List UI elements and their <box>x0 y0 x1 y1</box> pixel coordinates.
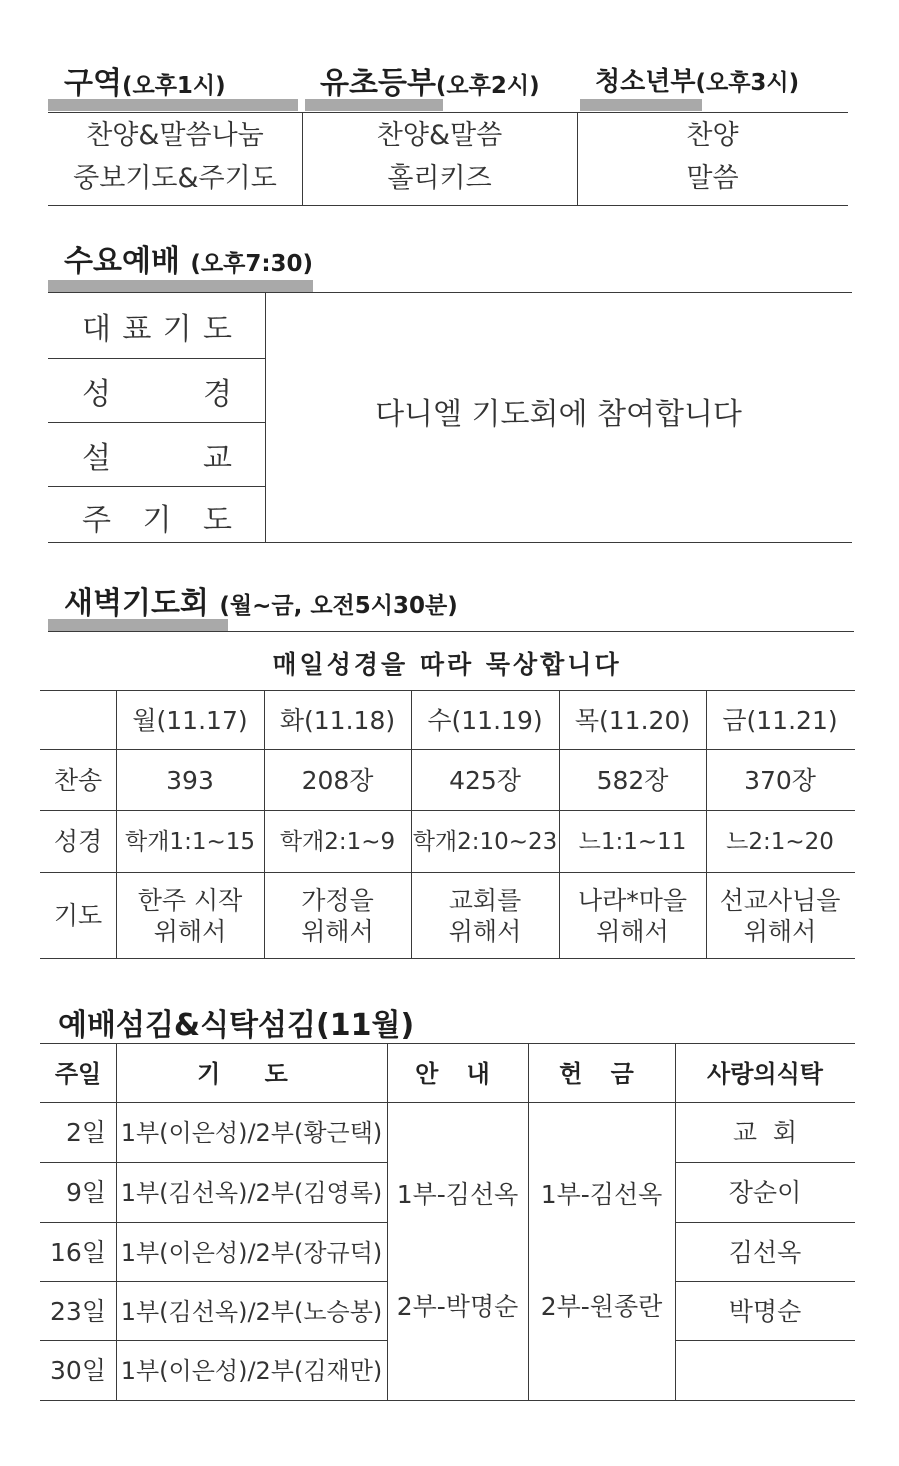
label-lords-prayer: 주 기 도 <box>82 503 232 538</box>
row-label-scripture: 성경 <box>53 827 103 857</box>
label-sermon: 설 교 <box>82 441 232 476</box>
prayer-assignment: 1부(김선옥)/2부(김영록) <box>120 1179 383 1207</box>
divider <box>40 958 855 959</box>
prayer-assignment: 1부(이은성)/2부(김재만) <box>120 1357 383 1385</box>
group-1-item-1: 찬양&말씀나눔 <box>86 120 264 152</box>
divider <box>675 1162 855 1163</box>
day-header-wed: 수(11.19) <box>427 705 543 735</box>
scripture-cell: 학개2:1~9 <box>279 828 396 855</box>
group-3-item-1: 찬양 <box>686 120 739 152</box>
group-header-2: 유초등부(오후2시) <box>320 66 540 101</box>
divider <box>40 1281 388 1282</box>
divider <box>48 486 265 487</box>
divider <box>48 542 852 543</box>
dawn-title: 새벽기도회 (월~금, 오전5시30분) <box>64 586 458 621</box>
day-header-tue: 화(11.18) <box>279 705 396 735</box>
scripture-cell: 느1:1~11 <box>578 828 687 855</box>
prayer-line: 가정을 <box>301 885 374 915</box>
hymn-cell: 370장 <box>744 765 816 795</box>
header-prayer: 기 도 <box>197 1059 306 1088</box>
day-header-thu: 목(11.20) <box>574 705 691 735</box>
hymn-cell: 208장 <box>301 765 374 795</box>
divider <box>40 690 855 691</box>
hymn-cell: 425장 <box>449 765 521 795</box>
divider <box>40 1222 388 1223</box>
divider <box>40 1400 855 1401</box>
prayer-line: 위해서 <box>743 917 817 946</box>
love-table-cell: 교 회 <box>732 1118 798 1148</box>
highlight-bar <box>580 99 702 111</box>
hymn-cell: 582장 <box>596 765 669 795</box>
divider <box>40 872 855 873</box>
wednesday-note: 다니엘 기도회에 참여합니다 <box>375 397 742 433</box>
divider <box>48 422 265 423</box>
prayer-cell <box>411 874 559 958</box>
row-label-hymn: 찬송 <box>53 765 103 795</box>
header-guide: 안 내 <box>415 1059 500 1088</box>
divider <box>48 292 852 293</box>
scripture-cell: 학개1:1~15 <box>125 828 255 855</box>
prayer-assignment: 1부(김선옥)/2부(노승봉) <box>120 1297 383 1326</box>
day-header-fri: 금(11.21) <box>722 705 838 735</box>
guide-second: 2부-박명순 <box>396 1292 519 1322</box>
date-cell: 9일 <box>65 1178 106 1208</box>
love-table-cell <box>675 1342 855 1400</box>
date-cell: 30일 <box>50 1356 106 1386</box>
prayer-line: 한주 시작 <box>137 885 243 915</box>
header-love-table: 사랑의식탁 <box>707 1059 823 1088</box>
divider <box>40 1102 855 1103</box>
divider <box>48 205 848 206</box>
offering-second: 2부-원종란 <box>540 1292 663 1322</box>
prayer-line: 교회를 <box>448 885 522 915</box>
prayer-line: 위해서 <box>596 917 669 946</box>
group-2-item-2: 홀리키즈 <box>387 163 492 195</box>
prayer-line: 위해서 <box>448 917 522 946</box>
divider <box>675 1222 855 1223</box>
row-label-prayer: 기도 <box>53 901 103 931</box>
prayer-assignment: 1부(이은성)/2부(황근택) <box>120 1119 383 1147</box>
group-1-item-2: 중보기도&주기도 <box>73 163 277 195</box>
divider <box>675 1281 855 1282</box>
prayer-line: 위해서 <box>301 917 374 946</box>
divider <box>675 1340 855 1341</box>
prayer-cell <box>559 874 706 958</box>
love-table-cell: 김선옥 <box>728 1237 802 1267</box>
header-sunday: 주일 <box>54 1059 102 1088</box>
divider <box>48 631 854 632</box>
date-cell: 16일 <box>50 1237 106 1267</box>
label-representative-prayer: 대 표 기 도 <box>82 312 232 347</box>
date-cell: 23일 <box>50 1296 106 1326</box>
prayer-cell <box>706 874 854 958</box>
divider <box>40 1340 388 1341</box>
prayer-cell <box>116 874 264 958</box>
highlight-bar <box>48 280 313 292</box>
offering-first: 1부-김선옥 <box>540 1180 663 1210</box>
scripture-cell: 학개2:10~23 <box>412 828 558 855</box>
divider <box>48 358 265 359</box>
header-offering: 헌 금 <box>559 1059 644 1088</box>
dawn-subtitle: 매일성경을 따라 묵상합니다 <box>272 650 622 680</box>
love-table-cell: 박명순 <box>728 1296 802 1326</box>
divider <box>40 1162 388 1163</box>
guide-first: 1부-김선옥 <box>396 1180 519 1210</box>
prayer-line: 위해서 <box>153 917 227 946</box>
prayer-cell <box>264 874 411 958</box>
hymn-cell: 393 <box>166 765 214 795</box>
scripture-cell: 느2:1~20 <box>726 828 834 855</box>
group-3-item-2: 말씀 <box>686 163 739 195</box>
divider <box>40 810 855 811</box>
group-2-item-1: 찬양&말씀 <box>376 120 503 152</box>
love-table-cell: 장순이 <box>728 1178 802 1208</box>
wednesday-title: 수요예배 (오후7:30) <box>64 244 314 279</box>
prayer-line: 나라*마을 <box>577 885 688 915</box>
group-header-1: 구역(오후1시) <box>64 66 226 101</box>
prayer-assignment: 1부(이은성)/2부(장규덕) <box>120 1238 383 1267</box>
divider <box>40 749 855 750</box>
divider <box>40 1043 855 1044</box>
day-header-mon: 월(11.17) <box>132 705 248 735</box>
divider <box>48 112 848 113</box>
label-scripture: 성 경 <box>82 377 232 412</box>
date-cell: 2일 <box>65 1118 106 1148</box>
prayer-line: 선교사님을 <box>719 885 841 915</box>
service-title: 예배섬김&식탁섬김(11월) <box>58 1008 415 1043</box>
group-header-3: 청소년부(오후3시) <box>595 67 800 97</box>
